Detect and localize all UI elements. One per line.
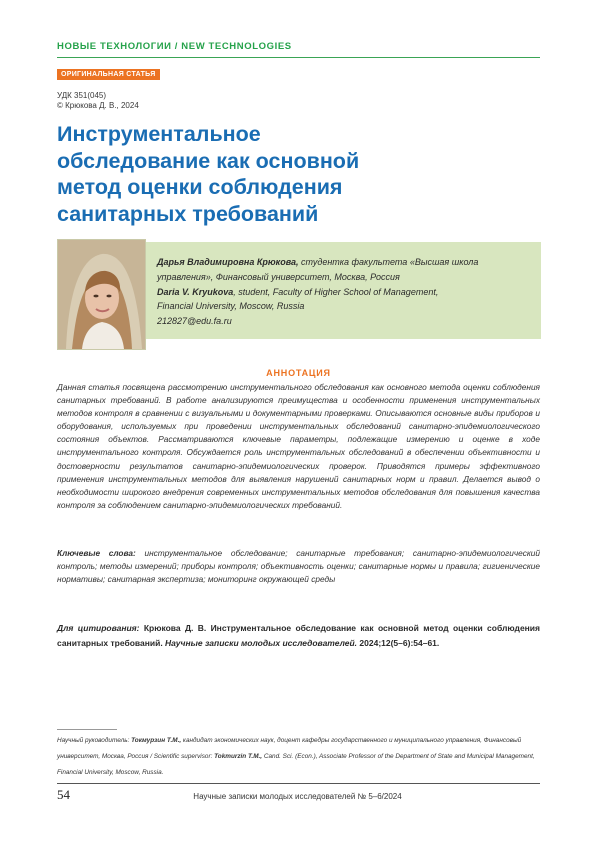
citation-journal: Научные записки молодых исследователей. [165, 637, 358, 648]
keywords-list: инструментальное обследование; санитарные требования; санитарно-эпидемиологический контроль; методы измерений; приборы контроля; объективность оценки; санитарные нормы и правила; гигиенические нормативы; санитарная экспертиза; мониторинг окружающей среды [57, 548, 540, 585]
supervisor-details-ru: кандидат экономических наук, доцент кафедры государственного и муниципального управления, Финансовый университет, Москва, Россия / Scientific supervisor: [57, 737, 522, 760]
header-divider [57, 57, 540, 58]
copyright-line: © Крюкова Д. В., 2024 [57, 101, 139, 110]
supervisor-name-en: Tokmurzin T.M., [214, 753, 263, 760]
keywords-label: Ключевые слова: [57, 548, 136, 558]
abstract-text: Данная статья посвящена рассмотрению инструментального обследования как основного метода оценки соблюдения санитарных требований. В работе анализируются преимущества и особенности применения инструментальных методов контроля в сравнении с визуальными и документарными проверками. Описываются основные виды приборов и оборудования, используемых при проведении инструментальных обследований санитарно-эпидемиологического состояния объектов. Рассматриваются ключевые параметры, подлежащие измерению и оценке в ходе инструментального контроля. Обсуждается роль инструментальных обследований в обеспечении объективности и достоверности результатов санитарно-эпидемиологических проверок. Приводятся примеры эффективного применения инструментальных методов для выявления нарушений санитарных норм и правил. Делается вывод о необходимости широкого внедрения современных инструментальных методов обследования для повышения качества контроля за соблюдением санитарно-эпидемиологических требований. [57, 382, 540, 510]
article-title: Инструментальное обследование как основной метод оценки соблюдения санитарных требований [57, 122, 360, 226]
supervisor-details-en: Cand. Sci. (Econ.), Associate Professor of the Department of State and Municipal Management, Financial University, Moscow, Russia. [57, 753, 535, 776]
footnote-prefix: Научный руководитель: [57, 737, 132, 744]
footer-divider [57, 783, 540, 784]
citation-label: Для цитирования: [57, 623, 140, 633]
author-name-en: Daria V. Kryukova [157, 286, 234, 297]
author-photo [57, 239, 146, 350]
journal-footer: Научные записки молодых исследователей № 5–6/2024 [193, 792, 402, 801]
citation-block [57, 621, 540, 650]
author-affiliation-en: , student, Faculty of Higher School of Management, [233, 286, 439, 297]
author-email[interactable]: 212827@edu.fa.ru [157, 316, 232, 327]
citation-details: 2024;12(5–6):54–61. [357, 637, 440, 648]
author-details [157, 255, 532, 329]
section-label: НОВЫЕ ТЕХНОЛОГИИ / NEW TECHNOLOGIES [57, 41, 292, 52]
keywords [57, 547, 540, 586]
footnote-divider [57, 729, 117, 730]
abstract-heading: АННОТАЦИЯ [266, 368, 331, 378]
supervisor-name-ru: Токмурзин Т.М., [131, 737, 182, 744]
citation-text: Крюкова Д. В. Инструментальное обследование как основной метод оценки соблюдения санитарных требований. [57, 623, 540, 648]
page-number: 54 [57, 787, 70, 802]
author-university-en: Financial University, Moscow, Russia [157, 301, 305, 312]
footnote [57, 733, 540, 781]
udk-block [57, 91, 139, 111]
udk-code: УДК 351(045) [57, 91, 107, 100]
author-name-ru: Дарья Владимировна Крюкова, [157, 257, 299, 267]
author-portrait-icon [58, 240, 145, 349]
article-type-badge: ОРИГИНАЛЬНАЯ СТАТЬЯ [57, 69, 160, 80]
author-affiliation-ru: студентка факультета «Высшая школа управления», Финансовый университет, Москва, Россия [157, 257, 479, 282]
